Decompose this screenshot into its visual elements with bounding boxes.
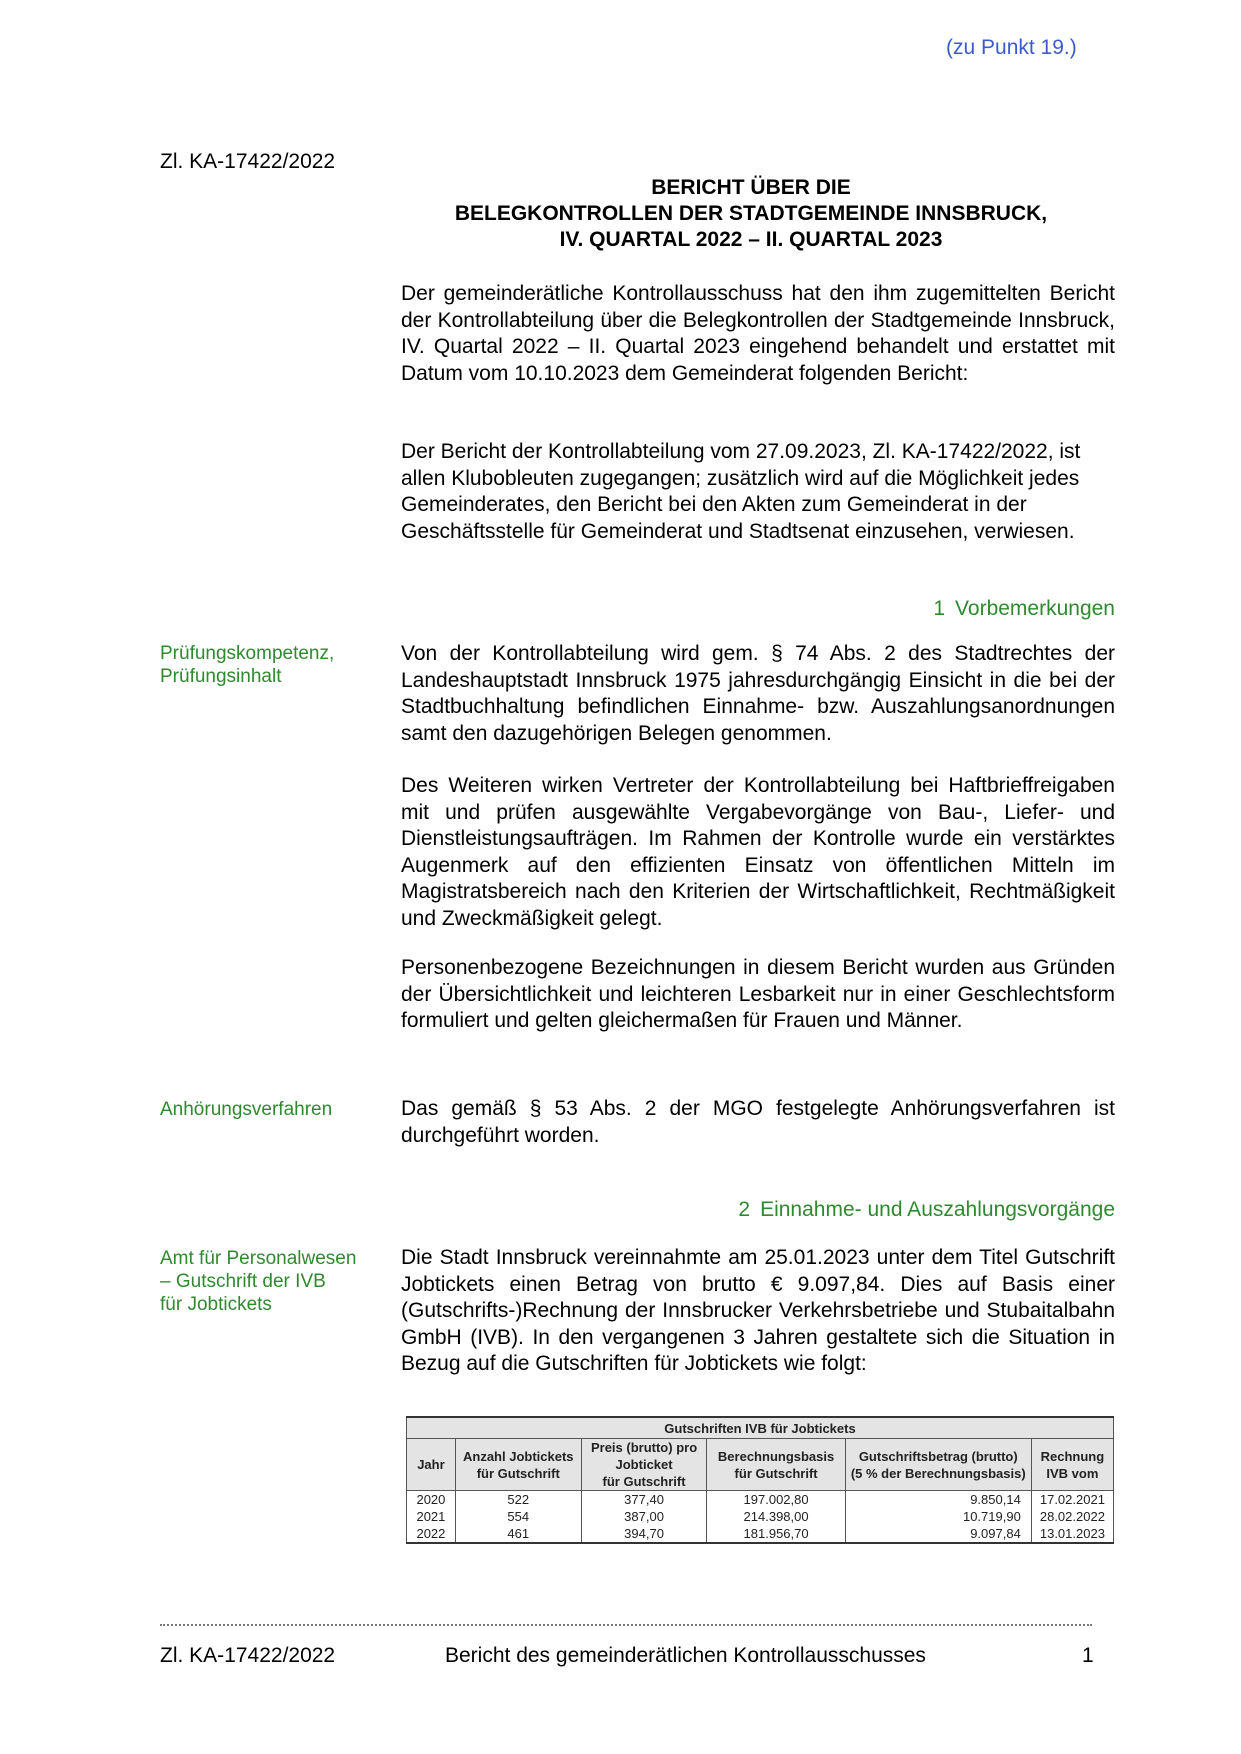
side-note-line: Prüfungsinhalt: [160, 666, 282, 687]
cell-basis: 181.956,70: [707, 1525, 845, 1543]
cell-anzahl: 522: [455, 1491, 581, 1509]
cell-rechnung: 17.02.2021: [1031, 1491, 1113, 1509]
cell-betrag: 9.097,84: [845, 1525, 1031, 1543]
header-line: (5 % der Berechnungsbasis): [850, 1465, 1026, 1481]
section-number: 2: [738, 1198, 751, 1221]
report-title: [400, 175, 1102, 253]
header-line: Gutschriftsbetrag (brutto): [858, 1448, 1018, 1464]
col-header-rechnung: [1031, 1439, 1113, 1491]
cell-basis: 214.398,00: [707, 1508, 845, 1525]
cell-jahr: 2022: [407, 1525, 456, 1543]
jobtickets-table: [406, 1416, 1114, 1544]
col-header-anzahl: [455, 1439, 581, 1491]
file-number: Zl. KA-17422/2022: [160, 150, 336, 173]
footer-file-number: Zl. KA-17422/2022: [160, 1644, 336, 1667]
section-title: Einnahme- und Auszahlungsvorgänge: [760, 1198, 1115, 1221]
header-line: für Gutschrift: [602, 1474, 686, 1489]
header-line: für Gutschrift: [734, 1465, 818, 1481]
cell-basis: 197.002,80: [707, 1491, 845, 1509]
cell-jahr: 2020: [407, 1491, 456, 1509]
section1-paragraph-2: Des Weiteren wirken Vertreter der Kontrollabteilung bei Haftbrieffreigaben mit und prüfen ausgewählte Vergabevorgänge von Bau-, Liefer- und Dienstleistungsaufträgen. Im Rahmen der Kontrolle wurde ein verstärktes Augenmerk auf den effizienten Einsatz von öffentlichen Mitteln im Magistratsbereich nach den Kriterien der Wirtschaftlichkeit, Rechtmäßigkeit und Zweckmäßigkeit gelegt.: [401, 774, 1115, 930]
col-header-betrag: [845, 1439, 1031, 1491]
table-row: [407, 1508, 1114, 1525]
section-title: Vorbemerkungen: [955, 597, 1115, 620]
footer-divider: [160, 1624, 1092, 1626]
section-number: 1: [933, 597, 946, 620]
cell-rechnung: 28.02.2022: [1031, 1508, 1113, 1525]
agenda-reference: (zu Punkt 19.): [946, 36, 1077, 59]
cell-anzahl: 461: [455, 1525, 581, 1543]
intro-paragraph-1: Der gemeinderätliche Kontrollausschuss hat den ihm zugemittelten Bericht der Kontrollabteilung über die Belegkontrollen der Stadtgemeinde Innsbruck, IV. Quartal 2022 – II. Quartal 2023 eingehend behandelt und erstattet mit Datum vom 10.10.2023 dem Gemeinderat folgenden Bericht:: [401, 282, 1115, 385]
header-line: Jobticket: [615, 1457, 673, 1472]
section-heading-2: [738, 1198, 1115, 1222]
header-line: IVB vom: [1046, 1465, 1099, 1481]
section1-paragraph-3: Personenbezogene Bezeichnungen in diesem Bericht wurden aus Gründen der Übersichtlichkeit und leichteren Lesbarkeit nur in einer Geschlechtsform formuliert und gelten gleichermaßen für Frauen und Männer.: [401, 956, 1115, 1032]
table-caption: Gutschriften IVB für Jobtickets: [407, 1417, 1114, 1439]
cell-preis: 394,70: [581, 1525, 707, 1543]
intro-paragraph-2: Der Bericht der Kontrollabteilung vom 27.09.2023, Zl. KA-17422/2022, ist allen Klubobleuten zugegangen; zusätzlich wird auf die Möglichkeit jedes Gemeinderates, den Bericht bei den Akten zum Gemeinderat in der Geschäftsstelle für Gemeinderat und Stadtsenat einzusehen, verwiesen.: [401, 440, 1081, 543]
header-line: Anzahl Jobtickets: [462, 1448, 574, 1464]
title-line: BELEGKONTROLLEN DER STADTGEMEINDE INNSBRUCK,: [454, 202, 1048, 225]
table-row: [407, 1525, 1114, 1543]
section-heading-1: [933, 597, 1115, 621]
side-note-pruefungskompetenz: [160, 642, 390, 688]
side-note-line: für Jobtickets: [160, 1294, 272, 1315]
footer-title: Bericht des gemeinderätlichen Kontrollausschusses: [445, 1644, 926, 1667]
col-header-basis: [707, 1439, 845, 1491]
header-line: für Gutschrift: [476, 1465, 560, 1481]
section1-paragraph-4: Das gemäß § 53 Abs. 2 der MGO festgelegte Anhörungsverfahren ist durchgeführt worden.: [401, 1097, 1115, 1147]
col-header-preis: [581, 1439, 707, 1491]
cell-anzahl: 554: [455, 1508, 581, 1525]
title-line: BERICHT ÜBER DIE: [651, 176, 851, 199]
side-note-line: – Gutschrift der IVB: [160, 1271, 326, 1292]
side-note-anhoerungsverfahren: Anhörungsverfahren: [160, 1099, 333, 1120]
data-table: [406, 1416, 1114, 1544]
cell-betrag: 9.850,14: [845, 1491, 1031, 1509]
header-line: Berechnungsbasis: [717, 1448, 835, 1464]
cell-preis: 387,00: [581, 1508, 707, 1525]
cell-rechnung: 13.01.2023: [1031, 1525, 1113, 1543]
cell-jahr: 2021: [407, 1508, 456, 1525]
section2-paragraph-1: Die Stadt Innsbruck vereinnahmte am 25.01.2023 unter dem Titel Gutschrift Jobtickets einen Betrag von brutto € 9.097,84. Dies auf Basis einer (Gutschrifts-)Rechnung der Innsbrucker Verkehrsbetriebe und Stubaitalbahn GmbH (IVB). In den vergangenen 3 Jahren gestaltete sich die Situation in Bezug auf die Gutschriften für Jobtickets wie folgt:: [401, 1246, 1115, 1375]
section1-paragraph-1: Von der Kontrollabteilung wird gem. § 74 Abs. 2 des Stadtrechtes der Landeshauptstadt Innsbruck 1975 jahresdurchgängig Einsicht in die bei der Stadtbuchhaltung befindlichen Einnahme- bzw. Auszahlungsanordnungen samt den dazugehörigen Belegen genommen.: [401, 642, 1115, 745]
side-note-line: Prüfungskompetenz,: [160, 643, 335, 664]
cell-betrag: 10.719,90: [845, 1508, 1031, 1525]
header-line: Rechnung: [1040, 1448, 1105, 1464]
title-line: IV. QUARTAL 2022 – II. QUARTAL 2023: [559, 228, 943, 251]
col-header-jahr: Jahr: [407, 1439, 456, 1491]
table-row: [407, 1491, 1114, 1509]
side-note-line: Amt für Personalwesen: [160, 1248, 357, 1269]
page-number: 1: [1082, 1644, 1094, 1667]
cell-preis: 377,40: [581, 1491, 707, 1509]
side-note-personalwesen: [160, 1247, 390, 1316]
header-line: Preis (brutto) pro: [590, 1440, 698, 1455]
